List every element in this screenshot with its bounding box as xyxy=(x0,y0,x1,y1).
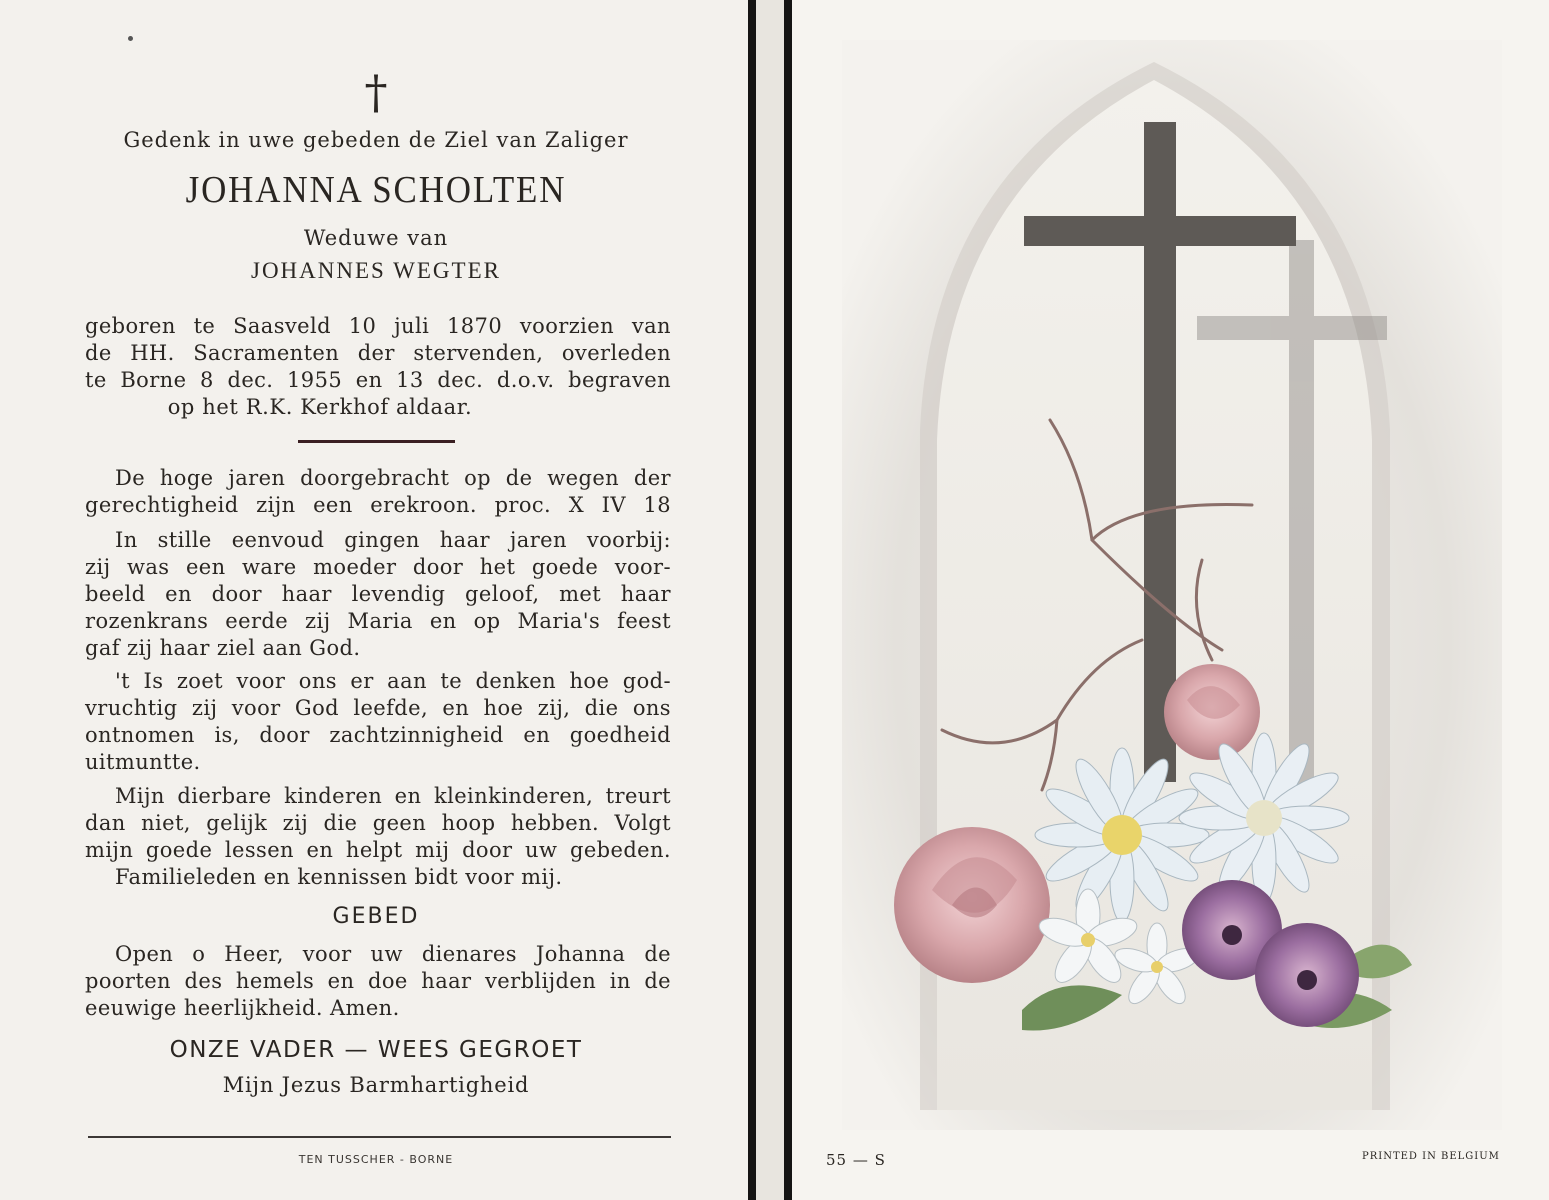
card-border-left xyxy=(748,0,756,1200)
paragraph-line: gerechtigheid zijn een erekroon. proc. X IV 18 xyxy=(85,493,671,517)
paragraph-line: De hoge jaren doorgebracht op de wegen der xyxy=(115,466,671,490)
paragraph-line: gaf zij haar ziel aan God. xyxy=(85,636,361,660)
printer-credit: TEN TUSSCHER - BORNE xyxy=(298,1153,454,1166)
paragraph-line: beeld en door haar levendig geloof, met haar xyxy=(85,582,671,606)
card-fold-gutter xyxy=(756,0,784,1200)
widow-of-label: Weduwe van xyxy=(303,226,449,250)
prayer-line: poorten des hemels en doe haar verblijden in de xyxy=(85,969,671,993)
husband-name: JOHANNES WEGTER xyxy=(251,258,501,283)
paragraph-line: ontnomen is, door zachtzinnigheid en goedheid xyxy=(85,723,671,747)
paragraph-line: In stille eenvoud gingen haar jaren voorbij: xyxy=(115,528,671,552)
paragraph-line: rozenkrans eerde zij Maria en op Maria's feest xyxy=(85,609,671,633)
paragraph-line: mijn goede lessen en helpt mij door uw gebeden. xyxy=(85,838,671,862)
bio-line: geboren te Saasveld 10 juli 1870 voorzien van xyxy=(85,314,671,338)
paragraph-line: Familieleden en kennissen bidt voor mij. xyxy=(115,865,563,889)
paragraph-line: dan niet, gelijk zij die geen hoop hebben. Volgt xyxy=(85,811,671,835)
intro-line: Gedenk in uwe gebeden de Ziel van Zaliger xyxy=(123,128,629,152)
bottom-rule xyxy=(88,1136,671,1138)
bio-line: te Borne 8 dec. 1955 en 13 dec. d.o.v. begraven xyxy=(85,368,671,392)
cross-icon: † xyxy=(364,65,388,119)
bio-line: de HH. Sacramenten der stervenden, overleden xyxy=(85,341,671,365)
print-country: PRINTED IN BELGIUM xyxy=(1362,1151,1500,1162)
ink-dot xyxy=(128,36,133,41)
paragraph-line: zij was een ware moeder door het goede voor- xyxy=(85,555,671,579)
plate-number: 55 — S xyxy=(826,1151,886,1169)
bio-line: op het R.K. Kerkhof aldaar. xyxy=(167,395,473,419)
prayer-line: Open o Heer, voor uw dienares Johanna de xyxy=(115,942,671,966)
prayer-title: GEBED xyxy=(332,904,420,929)
card-border-right xyxy=(784,0,792,1200)
closing-prayers: ONZE VADER — WEES GEGROET xyxy=(169,1037,583,1063)
prayer-line: eeuwige heerlijkheid. Amen. xyxy=(85,996,400,1020)
closing-invocation: Mijn Jezus Barmhartigheid xyxy=(222,1073,530,1097)
divider-rule xyxy=(298,440,455,443)
paragraph-line: Mijn dierbare kinderen en kleinkinderen, treurt xyxy=(115,784,671,808)
paragraph-line: vruchtig zij voor God leefde, en hoe zij, die ons xyxy=(85,696,671,720)
large-pink-rose xyxy=(894,827,1050,983)
small-pink-rose xyxy=(1164,664,1260,760)
paragraph-line: uitmuntte. xyxy=(85,750,201,774)
deceased-name: JOHANNA SCHOLTEN xyxy=(185,169,567,211)
paragraph-line: 't Is zoet voor ons er aan te denken hoe god- xyxy=(115,669,671,693)
crosses-and-flowers-illustration xyxy=(792,0,1549,1200)
memorial-text-card xyxy=(0,0,752,1200)
